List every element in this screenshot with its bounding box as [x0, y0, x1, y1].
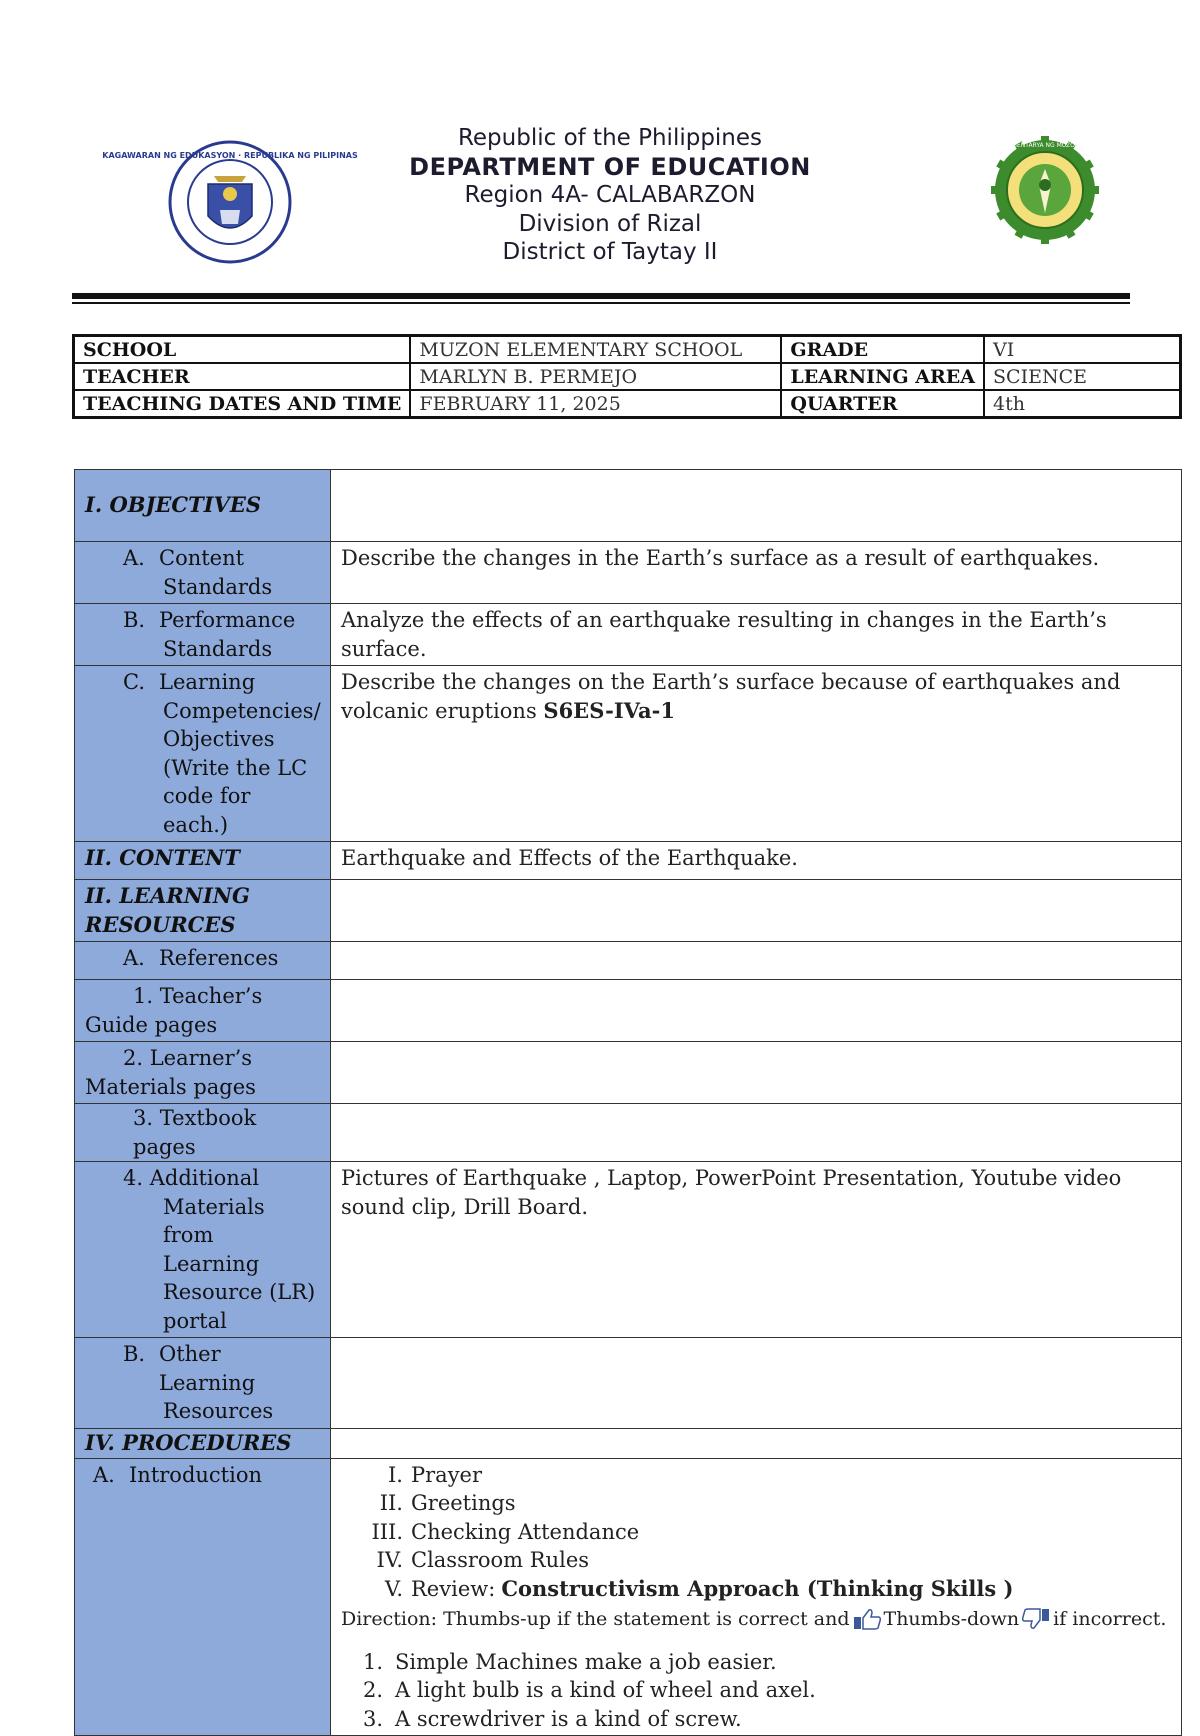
other-resources-letter: B. [123, 1342, 146, 1366]
introduction-cell [75, 1458, 331, 1736]
step-number: I. [388, 1462, 403, 1487]
learners-materials-label: 2. Learner’s [123, 1046, 253, 1070]
table-row [75, 1458, 1182, 1736]
other-resources-value [331, 1338, 1182, 1429]
other-resources-label: Other Learning [159, 1342, 256, 1395]
item-text: Simple Machines make a job easier. [395, 1649, 777, 1674]
school-label: SCHOOL [74, 336, 411, 364]
textbook-cell [75, 1104, 331, 1162]
item-number: 3. [362, 1706, 383, 1731]
table-row [75, 1162, 1182, 1338]
learning-resources-cell [75, 880, 331, 942]
header-rule-thin [72, 302, 1130, 304]
competencies-letter: C. [123, 670, 145, 694]
other-resources-label-2: Resources [163, 1399, 274, 1423]
other-resources-cell [75, 1338, 331, 1429]
objectives-cell [75, 470, 331, 542]
additional-materials-cell [75, 1162, 331, 1338]
learning-resources-heading: II. LEARNING [85, 883, 250, 908]
step-number: III. [371, 1519, 403, 1544]
competencies-label-3: Objectives [163, 727, 275, 751]
intro-steps-list [341, 1461, 1171, 1604]
list-item [371, 1575, 1171, 1604]
teacher-label: TEACHER [74, 363, 411, 390]
learning-resources-heading-2: RESOURCES [85, 911, 236, 937]
direction-text [341, 1605, 1171, 1634]
performance-standards-letter: B. [123, 608, 146, 632]
additional-materials-label-2: Materials from [163, 1194, 265, 1247]
lesson-plan-table [74, 469, 1182, 1736]
table-row [75, 942, 1182, 980]
teachers-guide-label-2: Guide pages [85, 1012, 218, 1037]
content-standards-text: Describe the changes in the Earth’s surface as a result of earthquakes. [331, 542, 1182, 604]
school-seal-icon [962, 135, 1128, 245]
district-line: District of Taytay II [502, 239, 718, 265]
teaching-dates-value: FEBRUARY 11, 2025 [410, 390, 781, 418]
teachers-guide-cell [75, 980, 331, 1042]
introduction-letter: A. [93, 1462, 115, 1487]
performance-standards-label-2: Standards [163, 636, 273, 661]
learning-resources-value [331, 880, 1182, 942]
references-label: References [159, 946, 279, 970]
additional-materials-text: Pictures of Earthquake , Laptop, PowerPoint Presentation, Youtube video sound clip, Drill Board. [331, 1162, 1182, 1338]
textbook-value [331, 1104, 1182, 1162]
thumbs-up-icon [852, 1607, 882, 1631]
competencies-label-5: code for each.) [163, 784, 251, 837]
additional-materials-label: 4. Additional [123, 1166, 260, 1190]
learning-area-label: LEARNING AREA [781, 363, 984, 390]
introduction-label: Introduction [129, 1462, 262, 1487]
step-text: Greetings [411, 1491, 516, 1515]
table-row [75, 470, 1182, 542]
step-number: II. [379, 1491, 403, 1515]
table-row [75, 880, 1182, 942]
step-text: Prayer [411, 1462, 483, 1487]
learners-materials-label-2: Materials pages [85, 1074, 256, 1099]
competencies-cell [75, 666, 331, 842]
competencies-text: Describe the changes on the Earth’s surface because of earthquakes and volcanic eruptions [341, 670, 1121, 723]
procedures-heading: IV. PROCEDURES [85, 1429, 292, 1455]
school-value: MUZON ELEMENTARY SCHOOL [410, 336, 781, 364]
quarter-value: 4th [984, 390, 1180, 418]
learners-materials-cell [75, 1042, 331, 1104]
school-info-table [72, 334, 1182, 419]
procedures-cell [75, 1428, 331, 1458]
list-item [371, 1518, 1171, 1547]
introduction-content [331, 1458, 1182, 1736]
table-row [75, 604, 1182, 666]
item-number: 1. [362, 1649, 383, 1674]
performance-standards-label: Performance [159, 608, 296, 632]
content-cell [75, 842, 331, 880]
letterhead [330, 124, 890, 267]
review-items-list [341, 1648, 1171, 1734]
competencies-label-4: (Write the LC [163, 755, 308, 780]
item-text: A screwdriver is a kind of screw. [395, 1706, 742, 1731]
procedures-value [331, 1428, 1182, 1458]
table-row [75, 1338, 1182, 1429]
deped-seal-top-text: KAGAWARAN NG EDUKASYON · REPUBLIKA NG PILIPINAS [102, 151, 358, 160]
references-cell [75, 942, 331, 980]
region-line: Region 4A- CALABARZON [464, 182, 756, 208]
teachers-guide-label: 1. Teacher’s [133, 984, 263, 1008]
step-text: Classroom Rules [411, 1548, 590, 1572]
step-text: Checking Attendance [411, 1519, 640, 1544]
item-text: A light bulb is a kind of wheel and axel. [395, 1678, 816, 1702]
country-line: Republic of the Philippines [457, 125, 763, 151]
competencies-value [331, 666, 1182, 842]
learning-area-value: SCIENCE [984, 363, 1180, 390]
direction-part-3: if incorrect. [1053, 1608, 1167, 1630]
competencies-label-2: Competencies/ [163, 698, 321, 723]
content-heading: II. CONTENT [85, 845, 240, 870]
teaching-dates-label: TEACHING DATES AND TIME [74, 390, 411, 418]
table-row [74, 390, 1181, 418]
school-seal-text: PAARALANG ELEMENTARYA NG MUZON · TAYTAY, RIZAL [962, 142, 1128, 149]
performance-standards-cell [75, 604, 331, 666]
content-standards-label-2: Standards [163, 574, 273, 599]
review-approach: Constructivism Approach (Thinking Skills ) [501, 1575, 1014, 1601]
performance-standards-text: Analyze the effects of an earthquake resulting in changes in the Earth’s surface. [331, 604, 1182, 666]
table-row [74, 363, 1181, 390]
lc-code: S6ES-IVa-1 [543, 697, 675, 723]
content-standards-letter: A. [123, 546, 145, 570]
textbook-label: 3. Textbook pages [133, 1106, 257, 1159]
table-row [75, 542, 1182, 604]
table-row [75, 1042, 1182, 1104]
deped-seal-icon [102, 140, 358, 264]
thumbs-down-icon [1021, 1607, 1051, 1631]
learners-materials-value [331, 1042, 1182, 1104]
table-row [75, 842, 1182, 880]
list-item [341, 1705, 1171, 1734]
step-number: V. [384, 1576, 403, 1601]
list-item [371, 1546, 1171, 1575]
content-standards-cell [75, 542, 331, 604]
grade-label: GRADE [781, 336, 984, 364]
competencies-label: Learning [159, 670, 256, 694]
grade-value: VI [984, 336, 1180, 364]
step-number: IV. [376, 1548, 403, 1572]
department-line: DEPARTMENT OF EDUCATION [409, 152, 811, 181]
item-number: 2. [362, 1678, 383, 1702]
teacher-value: MARLYN B. PERMEJO [410, 363, 781, 390]
references-letter: A. [123, 946, 145, 970]
header-rule-thick [72, 293, 1130, 299]
additional-materials-label-5: portal [163, 1308, 227, 1333]
table-row [75, 980, 1182, 1042]
table-row [74, 336, 1181, 364]
direction-part-1: Direction: Thumbs-up if the statement is correct and [341, 1608, 850, 1630]
review-label: Review: [411, 1576, 496, 1601]
division-line: Division of Rizal [518, 210, 702, 237]
additional-materials-label-3: Learning [163, 1251, 260, 1276]
teachers-guide-value [331, 980, 1182, 1042]
list-item [371, 1489, 1171, 1518]
objectives-heading: I. OBJECTIVES [85, 492, 262, 518]
list-item [371, 1461, 1171, 1490]
content-standards-label: Content [159, 546, 245, 570]
direction-part-2: Thumbs-down [883, 1608, 1020, 1630]
table-row [75, 1104, 1182, 1162]
quarter-label: QUARTER [781, 390, 984, 418]
objectives-value [331, 470, 1182, 542]
references-value [331, 942, 1182, 980]
additional-materials-label-4: Resource (LR) [163, 1280, 316, 1304]
table-row [75, 1428, 1182, 1458]
table-row [75, 666, 1182, 842]
list-item [341, 1676, 1171, 1705]
content-text: Earthquake and Effects of the Earthquake. [331, 842, 1182, 880]
list-item [341, 1648, 1171, 1677]
